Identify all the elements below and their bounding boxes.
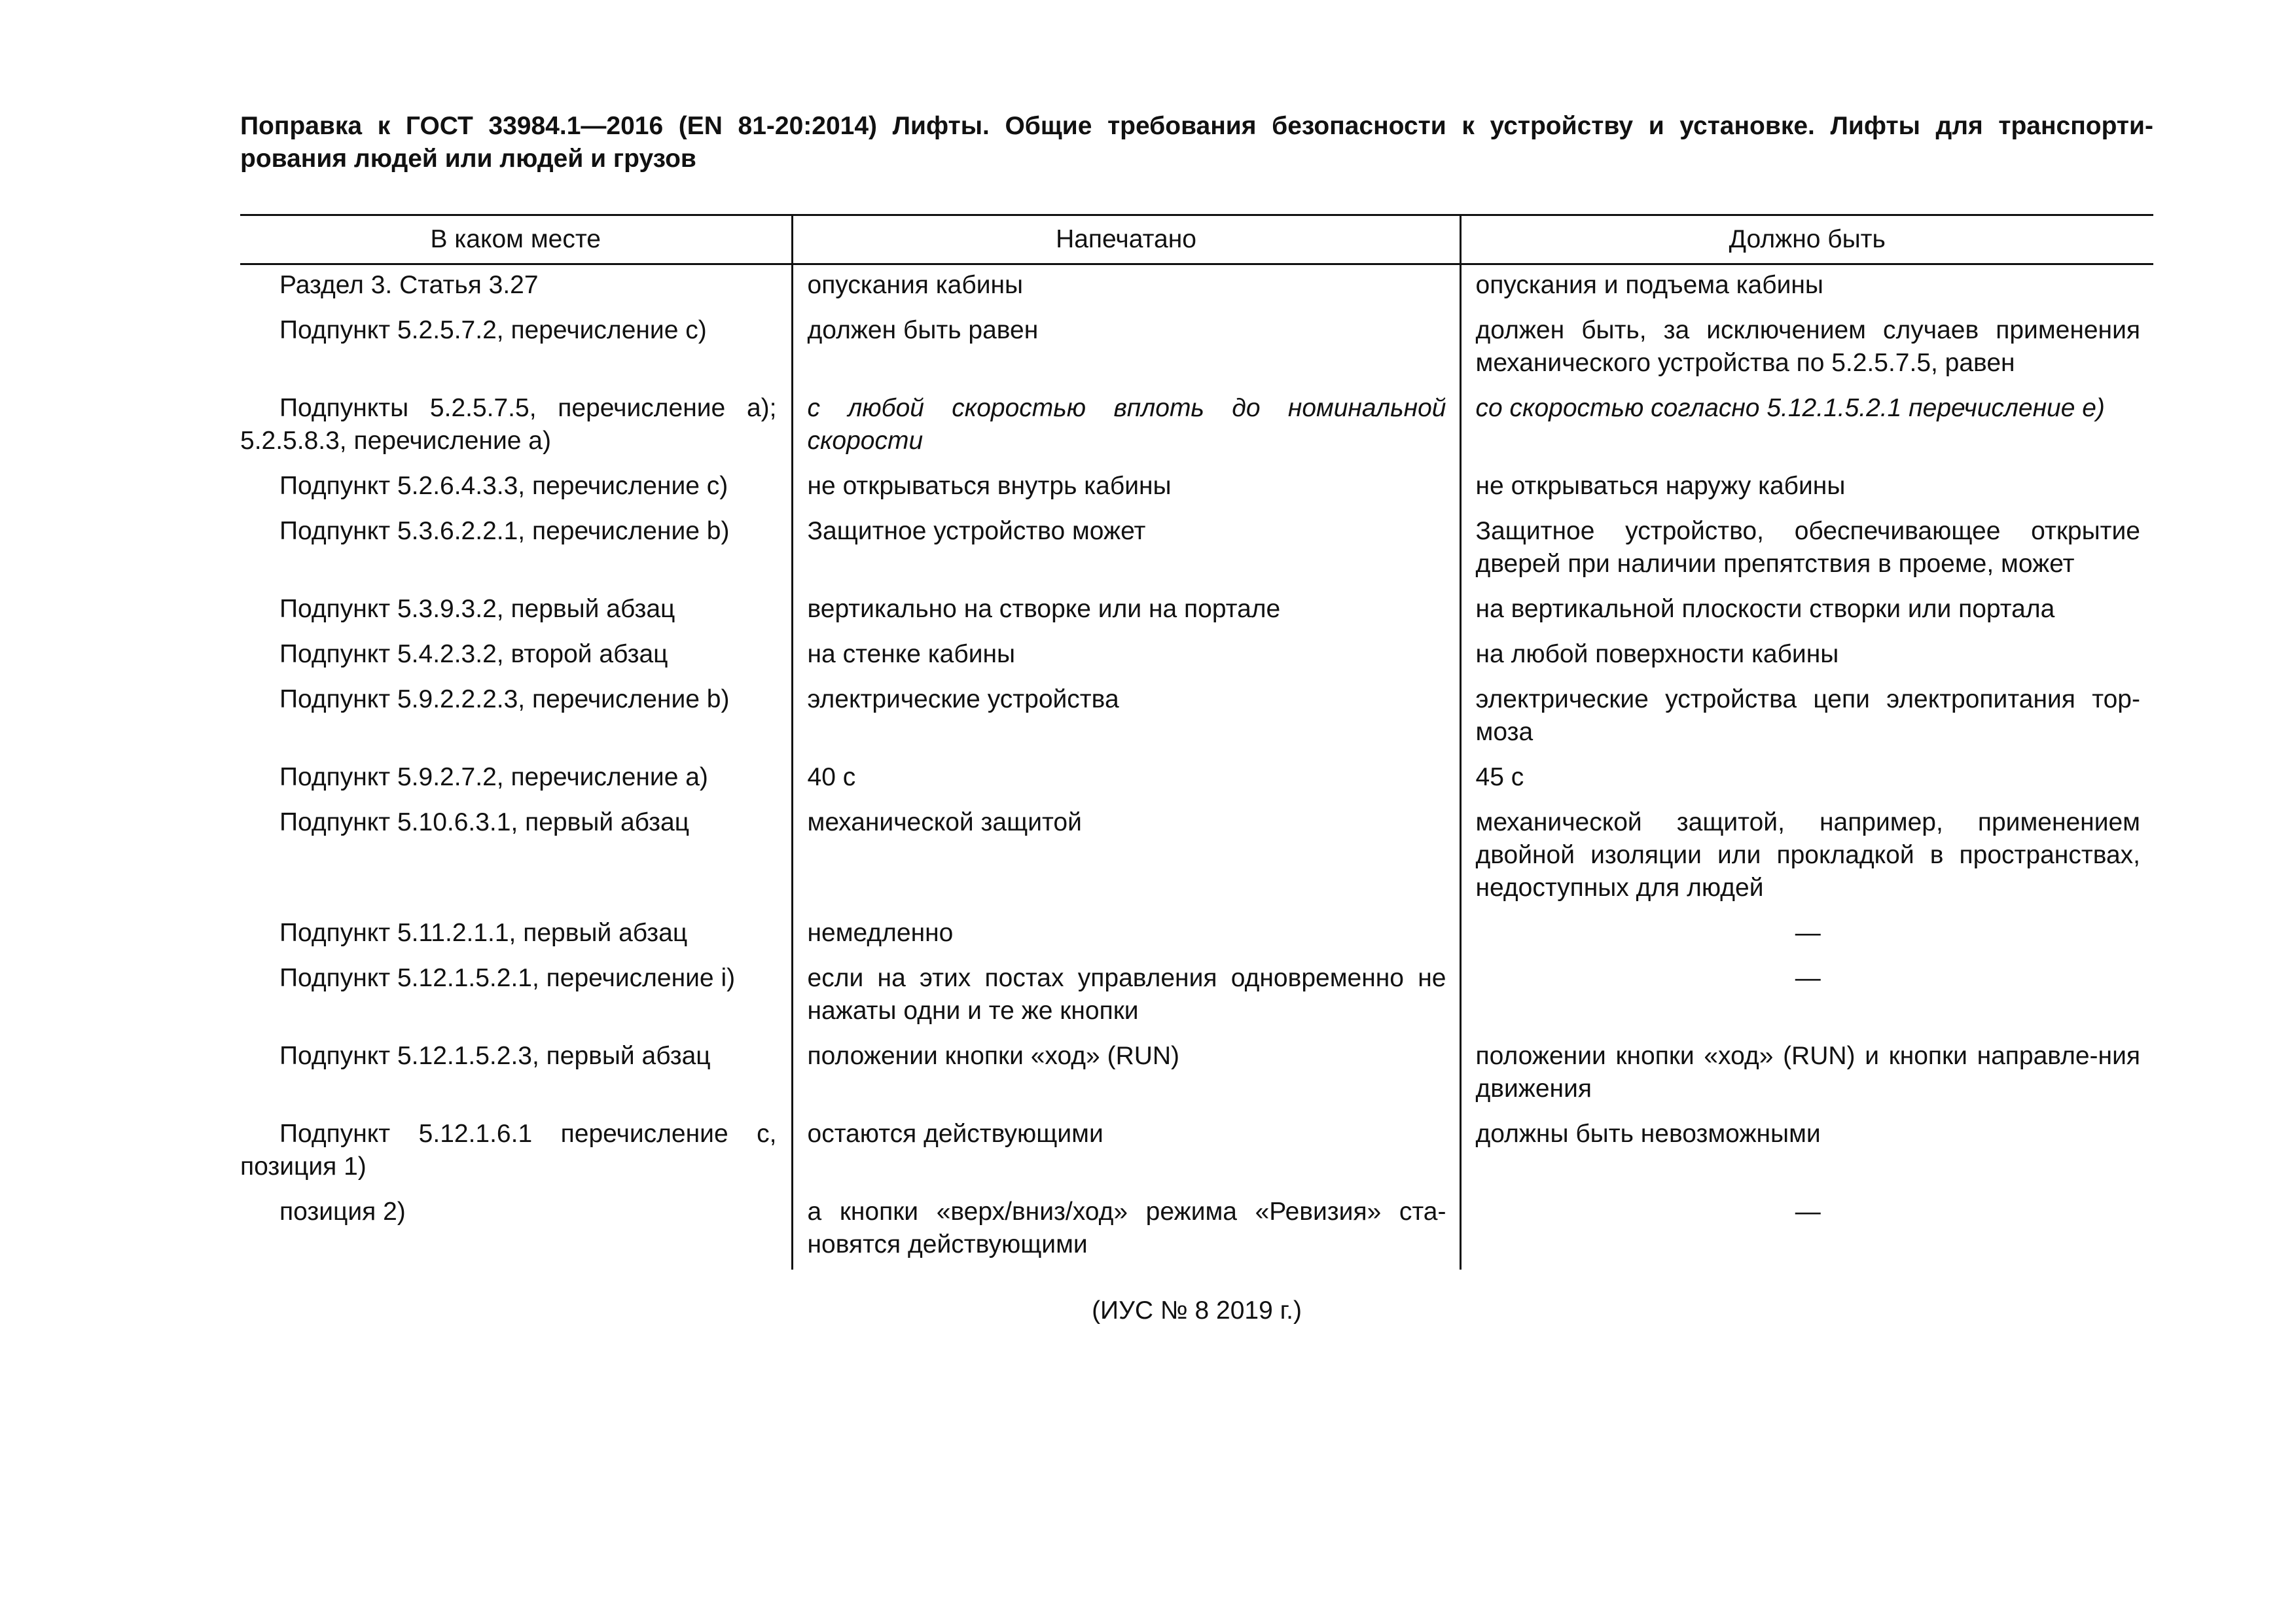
table-row	[240, 511, 2153, 589]
amendment-table	[240, 214, 2153, 1270]
printed-cell: на стенке кабины	[792, 634, 1460, 679]
table-row	[240, 466, 2153, 511]
should-be-cell: положении кнопки «ход» (RUN) и кнопки направле-ния движения	[1460, 1036, 2153, 1114]
printed-cell: немедленно	[792, 913, 1460, 958]
should-be-cell: 45 с	[1460, 757, 2153, 802]
location-cell: Подпункт 5.2.6.4.3.3, перечисление c)	[279, 472, 728, 500]
location-cell: позиция 2)	[279, 1198, 406, 1226]
should-be-cell: —	[1460, 1192, 2153, 1270]
location-cell: Подпункт 5.9.2.2.2.3, перечисление b)	[279, 685, 730, 713]
should-be-cell: электрические устройства цепи электропитания тор-моза	[1460, 679, 2153, 757]
header-location: В каком месте	[240, 215, 792, 264]
printed-cell: 40 с	[792, 757, 1460, 802]
location-cell: Подпункт 5.12.1.5.2.1, перечисление i)	[279, 964, 736, 992]
table-row	[240, 589, 2153, 634]
table-row	[240, 264, 2153, 311]
should-be-cell: должен быть, за исключением случаев применения механического устройства по 5.2.5.7.5, равен	[1460, 310, 2153, 388]
should-be-cell: должны быть невозможными	[1460, 1114, 2153, 1192]
printed-cell: электрические устройства	[792, 679, 1460, 757]
table-row	[240, 958, 2153, 1036]
header-printed: Напечатано	[792, 215, 1460, 264]
amendment-table-body	[240, 264, 2153, 1270]
printed-cell: опускания кабины	[792, 264, 1460, 311]
should-be-cell: не открываться наружу кабины	[1460, 466, 2153, 511]
should-be-cell: Защитное устройство, обеспечивающее открытие дверей при наличии препятствия в проеме, может	[1460, 511, 2153, 589]
table-row	[240, 388, 2153, 466]
header-should-be: Должно быть	[1460, 215, 2153, 264]
table-row	[240, 1192, 2153, 1270]
location-cell: Подпункт 5.3.6.2.2.1, перечисление b)	[279, 517, 730, 545]
location-cell: Подпункт 5.9.2.7.2, перечисление a)	[279, 763, 708, 791]
location-cell: Подпункт 5.11.2.1.1, первый абзац	[279, 919, 688, 947]
should-be-cell: на вертикальной плоскости створки или портала	[1460, 589, 2153, 634]
header-row	[240, 215, 2153, 264]
printed-cell: вертикально на створке или на портале	[792, 589, 1460, 634]
printed-cell: если на этих постах управления одновременно не нажаты одни и те же кнопки	[792, 958, 1460, 1036]
location-cell: Подпункт 5.2.5.7.2, перечисление c)	[279, 316, 707, 344]
printed-cell: с любой скоростью вплоть до номинальной скорости	[792, 388, 1460, 466]
should-be-cell: на любой поверхности кабины	[1460, 634, 2153, 679]
amendment-table-header	[240, 215, 2153, 264]
printed-cell: Защитное устройство может	[792, 511, 1460, 589]
table-row	[240, 679, 2153, 757]
footer-reference: (ИУС № 8 2019 г.)	[1092, 1296, 1302, 1325]
table-row	[240, 757, 2153, 802]
location-cell: Подпункт 5.10.6.3.1, первый абзац	[279, 808, 690, 836]
location-cell: Подпункт 5.12.1.6.1 перечисление c, позиция 1)	[240, 1120, 777, 1181]
should-be-cell: механической защитой, например, применением двойной изоляции или прокладкой в пространствах, недоступных для людей	[1460, 802, 2153, 913]
table-row	[240, 913, 2153, 958]
should-be-cell: опускания и подъема кабины	[1460, 264, 2153, 311]
printed-cell: положении кнопки «ход» (RUN)	[792, 1036, 1460, 1114]
should-be-cell: —	[1460, 958, 2153, 1036]
table-row	[240, 634, 2153, 679]
printed-cell: остаются действующими	[792, 1114, 1460, 1192]
printed-cell: механической защитой	[792, 802, 1460, 913]
document-title	[240, 110, 2153, 175]
location-cell: Подпункт 5.12.1.5.2.3, первый абзац	[279, 1042, 711, 1070]
location-cell: Подпункты 5.2.5.7.5, перечисление a); 5.2.5.8.3, перечисление a)	[240, 394, 777, 455]
document-title-line-1: Поправка к ГОСТ 33984.1—2016 (EN 81-20:2014) Лифты. Общие требования безопасности к устройству и установке. Лифты для транспорти-	[240, 112, 2153, 140]
printed-cell: не открываться внутрь кабины	[792, 466, 1460, 511]
printed-cell: а кнопки «верх/вниз/ход» режима «Ревизия» ста-новятся действующими	[792, 1192, 1460, 1270]
table-row	[240, 802, 2153, 913]
document-title-line-2: рования людей или людей и грузов	[240, 145, 696, 173]
location-cell: Раздел 3. Статья 3.27	[279, 271, 539, 299]
table-row	[240, 310, 2153, 388]
should-be-cell: со скоростью согласно 5.12.1.5.2.1 перечисление e)	[1460, 388, 2153, 466]
printed-cell: должен быть равен	[792, 310, 1460, 388]
location-cell: Подпункт 5.4.2.3.2, второй абзац	[279, 640, 668, 668]
should-be-cell: —	[1460, 913, 2153, 958]
table-row	[240, 1036, 2153, 1114]
location-cell: Подпункт 5.3.9.3.2, первый абзац	[279, 595, 675, 623]
table-row	[240, 1114, 2153, 1192]
